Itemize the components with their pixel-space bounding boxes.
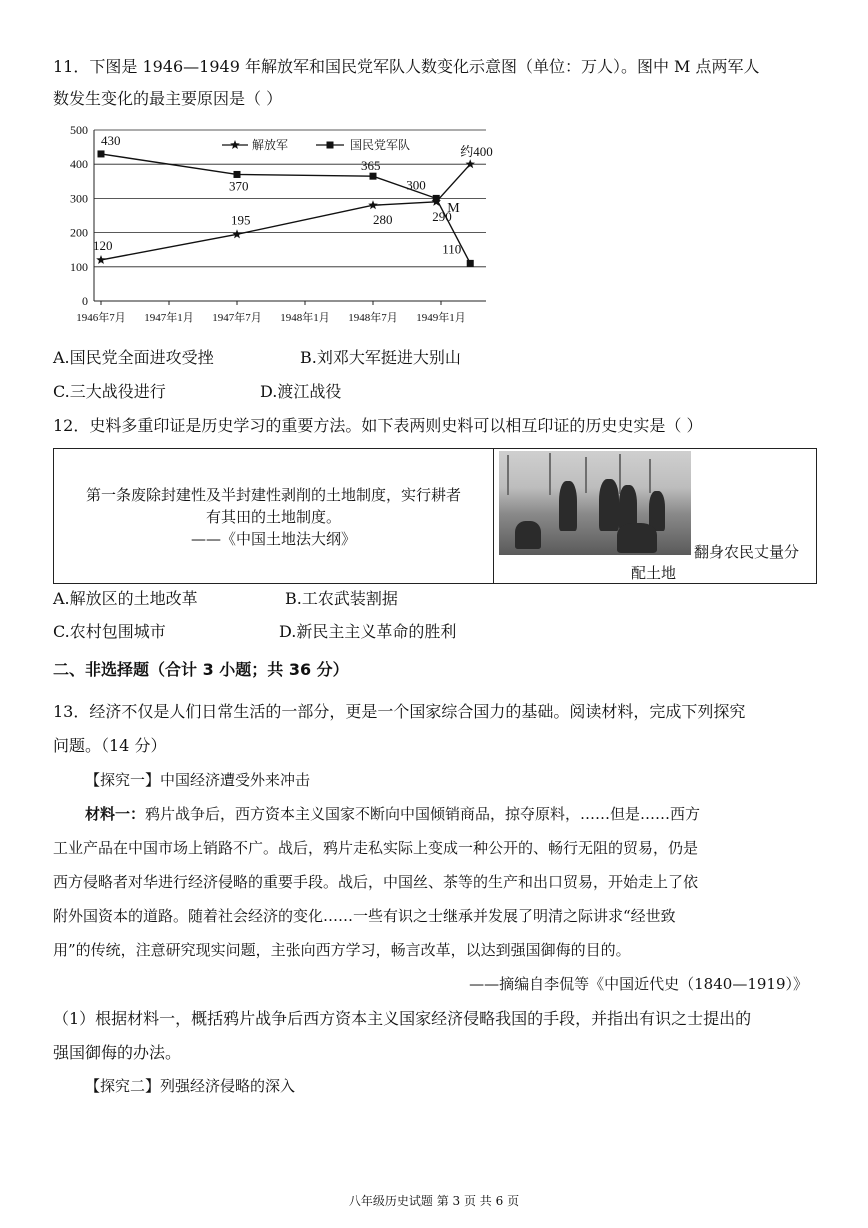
x-tick-label: 1948年7月	[348, 312, 398, 324]
x-tick-label: 1947年7月	[212, 312, 262, 324]
point-label: 290	[432, 208, 452, 224]
q11-stem-line2: 数发生变化的最主要原因是（ ）	[53, 89, 283, 108]
chart-series-lines	[101, 154, 470, 263]
x-tick-label: 1946年7月	[76, 312, 126, 324]
q12-option-b[interactable]: B.工农武装割据	[285, 589, 398, 608]
pla-marker	[96, 255, 106, 264]
land-measuring-photo	[499, 451, 691, 555]
legend-label-kmt: 国民党军队	[350, 138, 411, 152]
point-label: 370	[229, 178, 249, 194]
q12-option-a[interactable]: A.解放区的土地改革	[53, 589, 198, 608]
q11-option-b[interactable]: B.刘邓大军挺进大别山	[300, 348, 461, 367]
material-one-source: ——摘编自李侃等《中国近代史（1840—1919）》	[469, 975, 808, 993]
legend-label-pla: 解放军	[252, 138, 289, 152]
y-tick-label: 500	[70, 123, 88, 137]
explore-one-heading: 【探究一】中国经济遭受外来冲击	[85, 771, 311, 789]
chart-legend	[222, 137, 410, 152]
section-heading: 二、非选择题（合计 3 小题；共 36 分）	[53, 660, 349, 679]
land-law-source: ——《中国土地法大纲》	[190, 530, 356, 548]
material-one-line3: 西方侵略者对华进行经济侵略的重要手段。战后，中国丝、茶等的生产和出口贸易，开始走上了依	[53, 873, 699, 891]
q11-option-c[interactable]: C.三大战役进行	[53, 382, 166, 401]
photo-caption-line1: 翻身农民丈量分	[694, 543, 800, 561]
y-tick-label: 300	[70, 191, 88, 206]
legend-marker-kmt	[327, 142, 334, 149]
army-size-chart	[52, 118, 502, 333]
chart-gridlines	[94, 130, 486, 301]
kmt-marker	[370, 173, 377, 180]
land-law-quote-line2: 有其田的土地制度。	[205, 508, 341, 526]
chart-y-tick-labels	[70, 123, 88, 308]
y-tick-label: 100	[70, 259, 88, 274]
pla-marker	[368, 200, 378, 209]
legend-marker-pla	[230, 140, 240, 149]
point-label: 120	[93, 237, 113, 253]
photo-caption-line2: 配土地	[631, 564, 677, 582]
q11-option-d[interactable]: D.渡江战役	[260, 382, 342, 401]
x-tick-label: 1948年1月	[280, 312, 330, 324]
table-divider	[493, 449, 494, 583]
material-one-line4: 附外国资本的道路。随着社会经济的变化……一些有识之士继承并发展了明清之际讲求“经世致	[53, 907, 676, 925]
q11-option-a[interactable]: A.国民党全面进攻受挫	[53, 348, 214, 367]
point-label: 280	[373, 212, 393, 228]
point-label: 110	[442, 241, 462, 257]
q12-option-d[interactable]: D.新民主主义革命的胜利	[279, 622, 457, 641]
y-tick-label: 200	[70, 225, 88, 240]
point-label: 430	[101, 132, 121, 148]
land-law-quote-line1: 第一条废除封建性及半封建性剥削的土地制度，实行耕者	[85, 486, 461, 504]
y-tick-label: 400	[70, 157, 88, 172]
material-one-line2: 工业产品在中国市场上销路不广。战后，鸦片走私实际上变成一种公开的、畅行无阻的贸易，仍是	[53, 839, 699, 857]
point-label: 195	[231, 212, 251, 228]
kmt-marker	[234, 171, 241, 178]
q13-sub1-line1: （1）根据材料一，概括鸦片战争后西方资本主义国家经济侵略我国的手段，并指出有识之士提出的	[53, 1009, 752, 1028]
q12-option-c[interactable]: C.农村包围城市	[53, 622, 166, 641]
q13-sub1-line2: 强国御侮的办法。	[53, 1043, 182, 1062]
series-line-kmt	[101, 154, 470, 263]
source-table	[53, 448, 817, 584]
kmt-marker	[98, 150, 105, 157]
chart-x-tick-labels	[76, 301, 466, 324]
explore-two-heading: 【探究二】列强经济侵略的深入	[85, 1077, 296, 1095]
material-one-line5: 用”的传统，注意研究现实问题，主张向西方学习，畅言改革，以达到强国御侮的目的。	[53, 941, 631, 959]
x-tick-label: 1949年1月	[416, 312, 466, 324]
point-label: 365	[361, 158, 381, 174]
chart-point-labels	[93, 133, 493, 256]
m-point-label: M	[447, 201, 460, 217]
chart-markers	[96, 150, 475, 266]
x-tick-label: 1947年1月	[144, 312, 194, 324]
material-one-text-1: 鸦片战争后，西方资本主义国家不断向中国倾销商品，掠夺原料，……但是……西方	[145, 805, 701, 823]
q13-stem-line2: 问题。（14 分）	[53, 736, 167, 755]
point-label: 300	[406, 177, 426, 193]
kmt-marker	[467, 260, 474, 267]
q12-stem: 12．史料多重印证是历史学习的重要方法。如下表两则史料可以相互印证的历史史实是（ ）	[53, 416, 703, 435]
point-label: 约400	[460, 144, 493, 160]
page-footer: 八年级历史试题 第 3 页 共 6 页	[348, 1194, 520, 1208]
material-one-label: 材料一：	[85, 805, 146, 823]
material-one-line1	[85, 804, 700, 824]
pla-marker	[232, 229, 242, 238]
y-tick-label: 0	[82, 294, 88, 308]
q13-stem-line1: 13．经济不仅是人们日常生活的一部分，更是一个国家综合国力的基础。阅读材料，完成下列探究	[53, 702, 746, 721]
q11-stem-line1: 11．下图是 1946—1949 年解放军和国民党军队人数变化示意图（单位：万人）。图中 M 点两军人	[53, 57, 760, 76]
kmt-marker	[433, 195, 440, 202]
